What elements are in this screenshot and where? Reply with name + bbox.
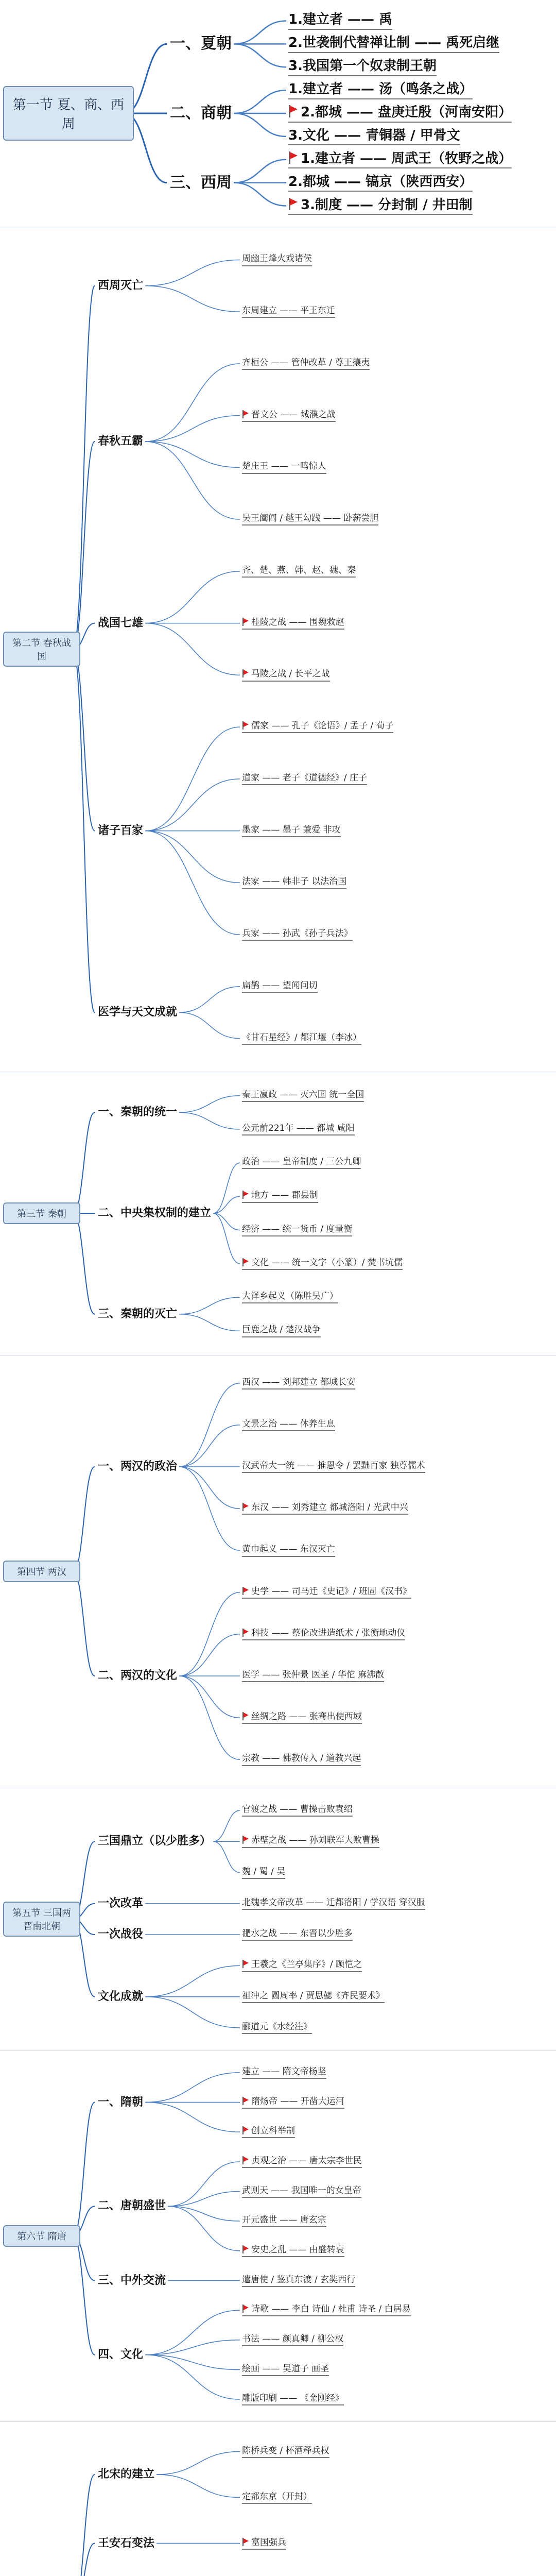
connector bbox=[145, 2310, 240, 2355]
topic-text: 绘画 —— 吴道子 画圣 bbox=[242, 2363, 329, 2374]
topic-item bbox=[242, 1419, 335, 1431]
topic-item bbox=[288, 104, 512, 123]
connector bbox=[234, 160, 286, 183]
connector bbox=[179, 987, 240, 1012]
red-flag-icon bbox=[242, 721, 249, 730]
connector bbox=[213, 1841, 240, 1872]
topic-item bbox=[242, 410, 336, 422]
topic-text: 2.都城 —— 镐京（陕西西安） bbox=[288, 174, 473, 190]
red-flag-icon bbox=[242, 2538, 249, 2546]
connector bbox=[234, 113, 286, 137]
topic-item bbox=[242, 1032, 361, 1045]
chapter-2 bbox=[0, 227, 556, 1072]
topic-item bbox=[242, 306, 335, 318]
section-title: 一、夏朝 bbox=[170, 35, 232, 53]
chapter-4 bbox=[0, 1355, 556, 1788]
topic-text: 贞观之治 —— 唐太宗李世民 bbox=[251, 2155, 362, 2166]
topic-text: 齐桓公 —— 管仲改革 / 尊王攘夷 bbox=[242, 357, 370, 368]
topic-item bbox=[242, 1628, 405, 1640]
chapter-5 bbox=[0, 1788, 556, 2050]
section-title: 一、两汉的政治 bbox=[98, 1460, 178, 1473]
topic-text: 吴王阖闾 / 越王勾践 —— 卧薪尝胆 bbox=[242, 513, 379, 524]
connector bbox=[179, 1383, 240, 1467]
red-flag-icon bbox=[242, 1960, 249, 1968]
section-title: 三、西周 bbox=[170, 173, 232, 192]
topic-item bbox=[242, 1867, 285, 1879]
topic-item bbox=[242, 2393, 344, 2405]
topic-text: 2.都城 —— 盘庚迁殷（河南安阳） bbox=[301, 105, 512, 120]
topic-text: 1.建立者 —— 周武王（牧野之战） bbox=[301, 150, 512, 166]
topic-item bbox=[242, 2304, 411, 2316]
topic-text: 巨鹿之战 / 楚汉战争 bbox=[242, 1325, 321, 1335]
topic-text: 公元前221年 —— 都城 咸阳 bbox=[242, 1123, 355, 1133]
section-title: 三、秦朝的灭亡 bbox=[98, 1307, 178, 1320]
topic-item bbox=[242, 358, 370, 370]
topic-item bbox=[288, 58, 437, 76]
section-title: 三国鼎立（以少胜多） bbox=[98, 1835, 212, 1848]
chapter-3 bbox=[0, 1072, 556, 1355]
section-title: 一次战役 bbox=[98, 1928, 144, 1941]
red-flag-icon bbox=[242, 2126, 249, 2134]
connector bbox=[145, 364, 240, 442]
connector bbox=[213, 1196, 240, 1213]
topic-item bbox=[288, 81, 473, 99]
topic-text: 安史之乱 —— 由盛转衰 bbox=[251, 2244, 344, 2255]
connector bbox=[73, 1571, 95, 1676]
red-flag-icon bbox=[242, 2245, 249, 2253]
topic-text: 1.建立者 —— 禹 bbox=[288, 12, 393, 28]
section-title: 二、唐朝盛世 bbox=[98, 2199, 166, 2213]
red-flag-icon bbox=[242, 618, 249, 626]
topic-item bbox=[242, 721, 393, 733]
connector bbox=[73, 1467, 95, 1571]
topic-text: 官渡之战 —— 曹操击败袁绍 bbox=[242, 1804, 353, 1815]
connector bbox=[73, 2475, 95, 2576]
topic-text: 楚庄王 —— 一鸣惊人 bbox=[242, 461, 326, 472]
topic-item bbox=[242, 1544, 335, 1556]
connector-lines bbox=[0, 1788, 556, 2050]
topic-text: 1.建立者 —— 汤（鸣条之战） bbox=[288, 81, 473, 97]
topic-item bbox=[242, 2022, 312, 2034]
topic-item bbox=[242, 253, 312, 266]
topic-item bbox=[242, 1258, 403, 1270]
connector bbox=[157, 2475, 240, 2498]
section-title: 北宋的建立 bbox=[98, 2468, 155, 2481]
connector bbox=[179, 1297, 240, 1314]
topic-text: 经济 —— 统一货币 / 度量衡 bbox=[242, 1224, 353, 1234]
chapter-1 bbox=[0, 0, 556, 227]
topic-item bbox=[288, 11, 392, 30]
topic-item bbox=[242, 1897, 425, 1910]
topic-item bbox=[242, 1711, 362, 1724]
topic-item bbox=[242, 513, 378, 526]
connector bbox=[168, 2162, 240, 2207]
topic-text: 桂陵之战 —— 围魏救赵 bbox=[251, 617, 344, 628]
topic-item bbox=[242, 1928, 353, 1941]
topic-text: 建立 —— 隋文帝杨坚 bbox=[242, 2066, 326, 2077]
section-title: 二、商朝 bbox=[170, 104, 232, 122]
topic-text: 3.我国第一个奴隶制王朝 bbox=[288, 58, 437, 74]
topic-text: 创立科举制 bbox=[251, 2126, 295, 2137]
topic-item bbox=[242, 1377, 355, 1389]
topic-text: 东汉 —— 刘秀建立 都城洛阳 / 光武中兴 bbox=[251, 1502, 408, 1513]
section-title: 医学与天文成就 bbox=[98, 1006, 178, 1019]
chapter-6 bbox=[0, 2050, 556, 2421]
connector bbox=[145, 416, 240, 442]
topic-text: 丝绸之路 —— 张骞出使西域 bbox=[251, 1711, 362, 1722]
connector bbox=[213, 1810, 240, 1841]
topic-item bbox=[242, 1502, 408, 1515]
connector bbox=[73, 1112, 95, 1213]
topic-text: 3.制度 —— 分封制 / 井田制 bbox=[301, 197, 473, 213]
topic-text: 西汉 —— 刘邦建立 都城长安 bbox=[242, 1377, 356, 1387]
red-flag-icon bbox=[242, 1503, 249, 1511]
topic-text: 地方 —— 郡县制 bbox=[251, 1190, 318, 1201]
topic-item bbox=[242, 565, 356, 578]
connector bbox=[145, 779, 240, 831]
topic-text: 2.世袭制代替禅让制 —— 禹死启继 bbox=[288, 35, 500, 51]
topic-item bbox=[242, 2096, 344, 2109]
connector bbox=[145, 2355, 240, 2400]
topic-text: 武则天 —— 我国唯一的女皇帝 bbox=[242, 2185, 361, 2196]
connector bbox=[145, 2103, 240, 2132]
topic-text: 大泽乡起义（陈胜吴广） bbox=[242, 1291, 338, 1302]
topic-text: 马陵之战 / 长平之战 bbox=[251, 669, 330, 680]
connector bbox=[145, 442, 240, 467]
topic-item bbox=[288, 150, 512, 169]
topic-item bbox=[242, 1090, 364, 1102]
topic-item bbox=[242, 1991, 385, 2003]
connector bbox=[179, 1676, 240, 1718]
topic-text: 文景之治 —— 休养生息 bbox=[242, 1418, 335, 1429]
red-flag-icon bbox=[242, 1712, 249, 1720]
section-title: 春秋五霸 bbox=[98, 435, 144, 448]
connector bbox=[179, 1676, 240, 1759]
topic-text: 遣唐使 / 鉴真东渡 / 玄奘西行 bbox=[242, 2274, 356, 2285]
connector bbox=[145, 1997, 240, 2028]
topic-text: 赤壁之战 —— 孙刘联军大败曹操 bbox=[251, 1835, 379, 1846]
connector bbox=[145, 571, 240, 623]
topic-text: 开元盛世 —— 唐玄宗 bbox=[242, 2215, 326, 2226]
connector bbox=[157, 2452, 240, 2475]
topic-item bbox=[242, 2215, 326, 2227]
topic-item bbox=[242, 2245, 344, 2257]
topic-text: 晋文公 —— 城濮之战 bbox=[251, 409, 336, 420]
section-title: 一、隋朝 bbox=[98, 2095, 144, 2109]
red-flag-icon bbox=[242, 1629, 249, 1637]
topic-item bbox=[242, 669, 330, 681]
connector bbox=[145, 1965, 240, 1996]
connector bbox=[145, 831, 240, 935]
topic-item bbox=[242, 1959, 362, 1972]
topic-text: 《甘石星经》/ 都江堰（李冰） bbox=[242, 1032, 362, 1043]
connector bbox=[179, 1112, 240, 1129]
topic-item bbox=[242, 1670, 384, 1682]
red-flag-icon bbox=[288, 198, 299, 210]
red-flag-icon bbox=[242, 1191, 249, 1199]
section-title: 一次改革 bbox=[98, 1896, 144, 1910]
connector bbox=[179, 1467, 240, 1509]
connector bbox=[73, 286, 95, 649]
topic-text: 富国强兵 bbox=[251, 2537, 286, 2548]
section-title: 文化成就 bbox=[98, 1990, 144, 2003]
topic-text: 诗歌 —— 李白 诗仙 / 杜甫 诗圣 / 白居易 bbox=[251, 2304, 411, 2315]
connector bbox=[145, 2073, 240, 2103]
topic-text: 淝水之战 —— 东晋以少胜多 bbox=[242, 1928, 353, 1939]
topic-text: 魏 / 蜀 / 吴 bbox=[242, 1866, 286, 1877]
connector bbox=[168, 2206, 240, 2221]
chapter-title: 第三节 秦朝 bbox=[3, 1202, 80, 1224]
section-title: 诸子百家 bbox=[98, 824, 144, 837]
topic-text: 兵家 —— 孙武《孙子兵法》 bbox=[242, 928, 353, 939]
topic-item bbox=[288, 174, 473, 192]
topic-item bbox=[242, 2156, 362, 2168]
topic-text: 隋炀帝 —— 开凿大运河 bbox=[251, 2096, 344, 2107]
topic-text: 齐、楚、燕、韩、赵、魏、秦 bbox=[242, 565, 356, 575]
topic-item bbox=[242, 1835, 379, 1848]
section-title: 三、中外交流 bbox=[98, 2274, 166, 2287]
topic-item bbox=[242, 2537, 286, 2550]
topic-text: 郦道元《水经注》 bbox=[242, 2021, 312, 2032]
section-title: 王安石变法 bbox=[98, 2536, 155, 2550]
red-flag-icon bbox=[242, 1587, 249, 1595]
connector bbox=[234, 90, 286, 113]
connector bbox=[73, 1213, 95, 1314]
connector bbox=[179, 1012, 240, 1038]
topic-text: 文化 —— 统一文字（小篆）/ 焚书坑儒 bbox=[251, 1257, 403, 1268]
chapter-title: 第四节 两汉 bbox=[3, 1561, 80, 1582]
topic-text: 书法 —— 颜真卿 / 柳公权 bbox=[242, 2333, 344, 2344]
topic-item bbox=[242, 1190, 318, 1202]
topic-text: 扁鹊 —— 望闻问切 bbox=[242, 980, 318, 991]
connector bbox=[73, 2544, 95, 2576]
connector bbox=[145, 623, 240, 675]
topic-text: 王羲之《兰亭集序》/ 顾恺之 bbox=[251, 1959, 362, 1970]
connector bbox=[179, 1467, 240, 1550]
topic-text: 汉武帝大一统 —— 推恩令 / 罢黜百家 独尊儒术 bbox=[242, 1461, 425, 1471]
red-flag-icon bbox=[288, 105, 299, 117]
connector bbox=[213, 1213, 240, 1230]
red-flag-icon bbox=[242, 2097, 249, 2105]
topic-item bbox=[288, 197, 473, 215]
topic-text: 雕版印刷 —— 《金刚经》 bbox=[242, 2393, 344, 2404]
topic-text: 3.文化 —— 青铜器 / 甲骨文 bbox=[288, 127, 460, 143]
connector bbox=[145, 286, 240, 312]
topic-text: 祖冲之 圆周率 / 贾思勰《齐民要术》 bbox=[242, 1990, 385, 2001]
section-title: 二、两汉的文化 bbox=[98, 1669, 178, 1682]
connector bbox=[73, 2236, 95, 2355]
red-flag-icon bbox=[242, 2304, 249, 2313]
connector bbox=[145, 831, 240, 883]
connector bbox=[213, 1163, 240, 1213]
topic-item bbox=[242, 1461, 425, 1473]
connector bbox=[179, 1425, 240, 1467]
topic-item bbox=[242, 1753, 361, 1766]
connector bbox=[73, 649, 95, 1012]
connector bbox=[145, 260, 240, 285]
connector bbox=[168, 2206, 240, 2251]
connector bbox=[73, 2103, 95, 2236]
connector bbox=[145, 727, 240, 831]
topic-item bbox=[242, 461, 326, 473]
topic-item bbox=[242, 1804, 353, 1817]
topic-item bbox=[242, 2334, 343, 2346]
connector-lines bbox=[0, 227, 556, 1072]
topic-text: 周幽王烽火戏诸侯 bbox=[242, 253, 312, 264]
section-title: 一、秦朝的统一 bbox=[98, 1106, 178, 1119]
topic-item bbox=[242, 1157, 361, 1169]
section-title: 四、文化 bbox=[98, 2348, 144, 2361]
red-flag-icon bbox=[242, 1258, 249, 1266]
topic-text: 道家 —— 老子《道德经》/ 庄子 bbox=[242, 772, 367, 783]
connector bbox=[234, 21, 286, 44]
topic-text: 宗教 —— 佛教传入 / 道教兴起 bbox=[242, 1753, 361, 1764]
topic-item bbox=[288, 35, 499, 53]
red-flag-icon bbox=[242, 410, 249, 418]
chapter-title: 第二节 春秋战国 bbox=[3, 632, 80, 667]
red-flag-icon bbox=[288, 151, 299, 164]
topic-text: 科技 —— 蔡伦改进造纸术 / 张衡地动仪 bbox=[251, 1628, 406, 1638]
connector bbox=[179, 1096, 240, 1113]
topic-text: 东周建立 —— 平王东迁 bbox=[242, 306, 335, 316]
topic-item bbox=[242, 825, 341, 837]
connector bbox=[234, 44, 286, 67]
connector-lines bbox=[0, 1072, 556, 1355]
topic-text: 北魏孝文帝改革 —— 迁都洛阳 / 学汉语 穿汉服 bbox=[242, 1897, 425, 1908]
chapter-7 bbox=[0, 2421, 556, 2576]
section-title: 战国七雄 bbox=[98, 616, 144, 630]
section-title: 二、中央集权制的建立 bbox=[98, 1207, 212, 1219]
section-title: 西周灭亡 bbox=[98, 279, 144, 292]
topic-text: 史学 —— 司马迁《史记》/ 班固《汉书》 bbox=[251, 1586, 411, 1597]
connector bbox=[73, 442, 95, 649]
topic-item bbox=[242, 2126, 295, 2138]
topic-item bbox=[242, 2185, 361, 2198]
topic-text: 定都东京（开封） bbox=[242, 2491, 312, 2502]
topic-text: 医学 —— 张仲景 医圣 / 华佗 麻沸散 bbox=[242, 1670, 385, 1680]
topic-item bbox=[242, 1224, 352, 1236]
topic-item bbox=[242, 2364, 329, 2376]
connector bbox=[179, 1634, 240, 1676]
topic-item bbox=[242, 876, 346, 889]
topic-item bbox=[242, 2492, 312, 2504]
connector bbox=[168, 2192, 240, 2207]
chapter-title: 第一节 夏、商、西周 bbox=[3, 86, 134, 141]
topic-item bbox=[242, 1325, 321, 1337]
chapter-title: 第五节 三国两晋南北朝 bbox=[3, 1902, 80, 1937]
connector bbox=[179, 1592, 240, 1676]
topic-text: 儒家 —— 孔子《论语》/ 孟子 / 荀子 bbox=[251, 721, 394, 732]
topic-item bbox=[288, 127, 460, 146]
topic-item bbox=[242, 1123, 355, 1136]
topic-item bbox=[242, 773, 367, 785]
connector bbox=[145, 2355, 240, 2370]
topic-item bbox=[242, 2066, 326, 2079]
topic-item bbox=[242, 1291, 338, 1303]
connector bbox=[213, 1213, 240, 1264]
connector bbox=[145, 2340, 240, 2355]
connector bbox=[145, 442, 240, 519]
topic-item bbox=[242, 980, 318, 993]
red-flag-icon bbox=[242, 2156, 249, 2164]
topic-item bbox=[242, 1586, 411, 1599]
connector bbox=[73, 649, 95, 831]
topic-item bbox=[242, 2275, 355, 2287]
connector bbox=[234, 183, 286, 206]
topic-text: 黄巾起义 —— 东汉灭亡 bbox=[242, 1544, 335, 1555]
topic-text: 法家 —— 韩非子 以法治国 bbox=[242, 876, 347, 887]
connector bbox=[179, 1314, 240, 1331]
topic-text: 陈桥兵变 / 杯酒释兵权 bbox=[242, 2445, 329, 2456]
topic-item bbox=[242, 2446, 329, 2458]
topic-item bbox=[242, 928, 353, 941]
topic-item bbox=[242, 617, 344, 630]
chapter-title: 第六节 隋唐 bbox=[3, 2225, 80, 2247]
red-flag-icon bbox=[242, 1836, 249, 1844]
topic-text: 政治 —— 皇帝制度 / 三公九卿 bbox=[242, 1157, 361, 1167]
topic-text: 墨家 —— 墨子 兼爱 非攻 bbox=[242, 824, 341, 835]
topic-text: 秦王嬴政 —— 灭六国 统一全国 bbox=[242, 1089, 364, 1100]
red-flag-icon bbox=[242, 669, 249, 677]
